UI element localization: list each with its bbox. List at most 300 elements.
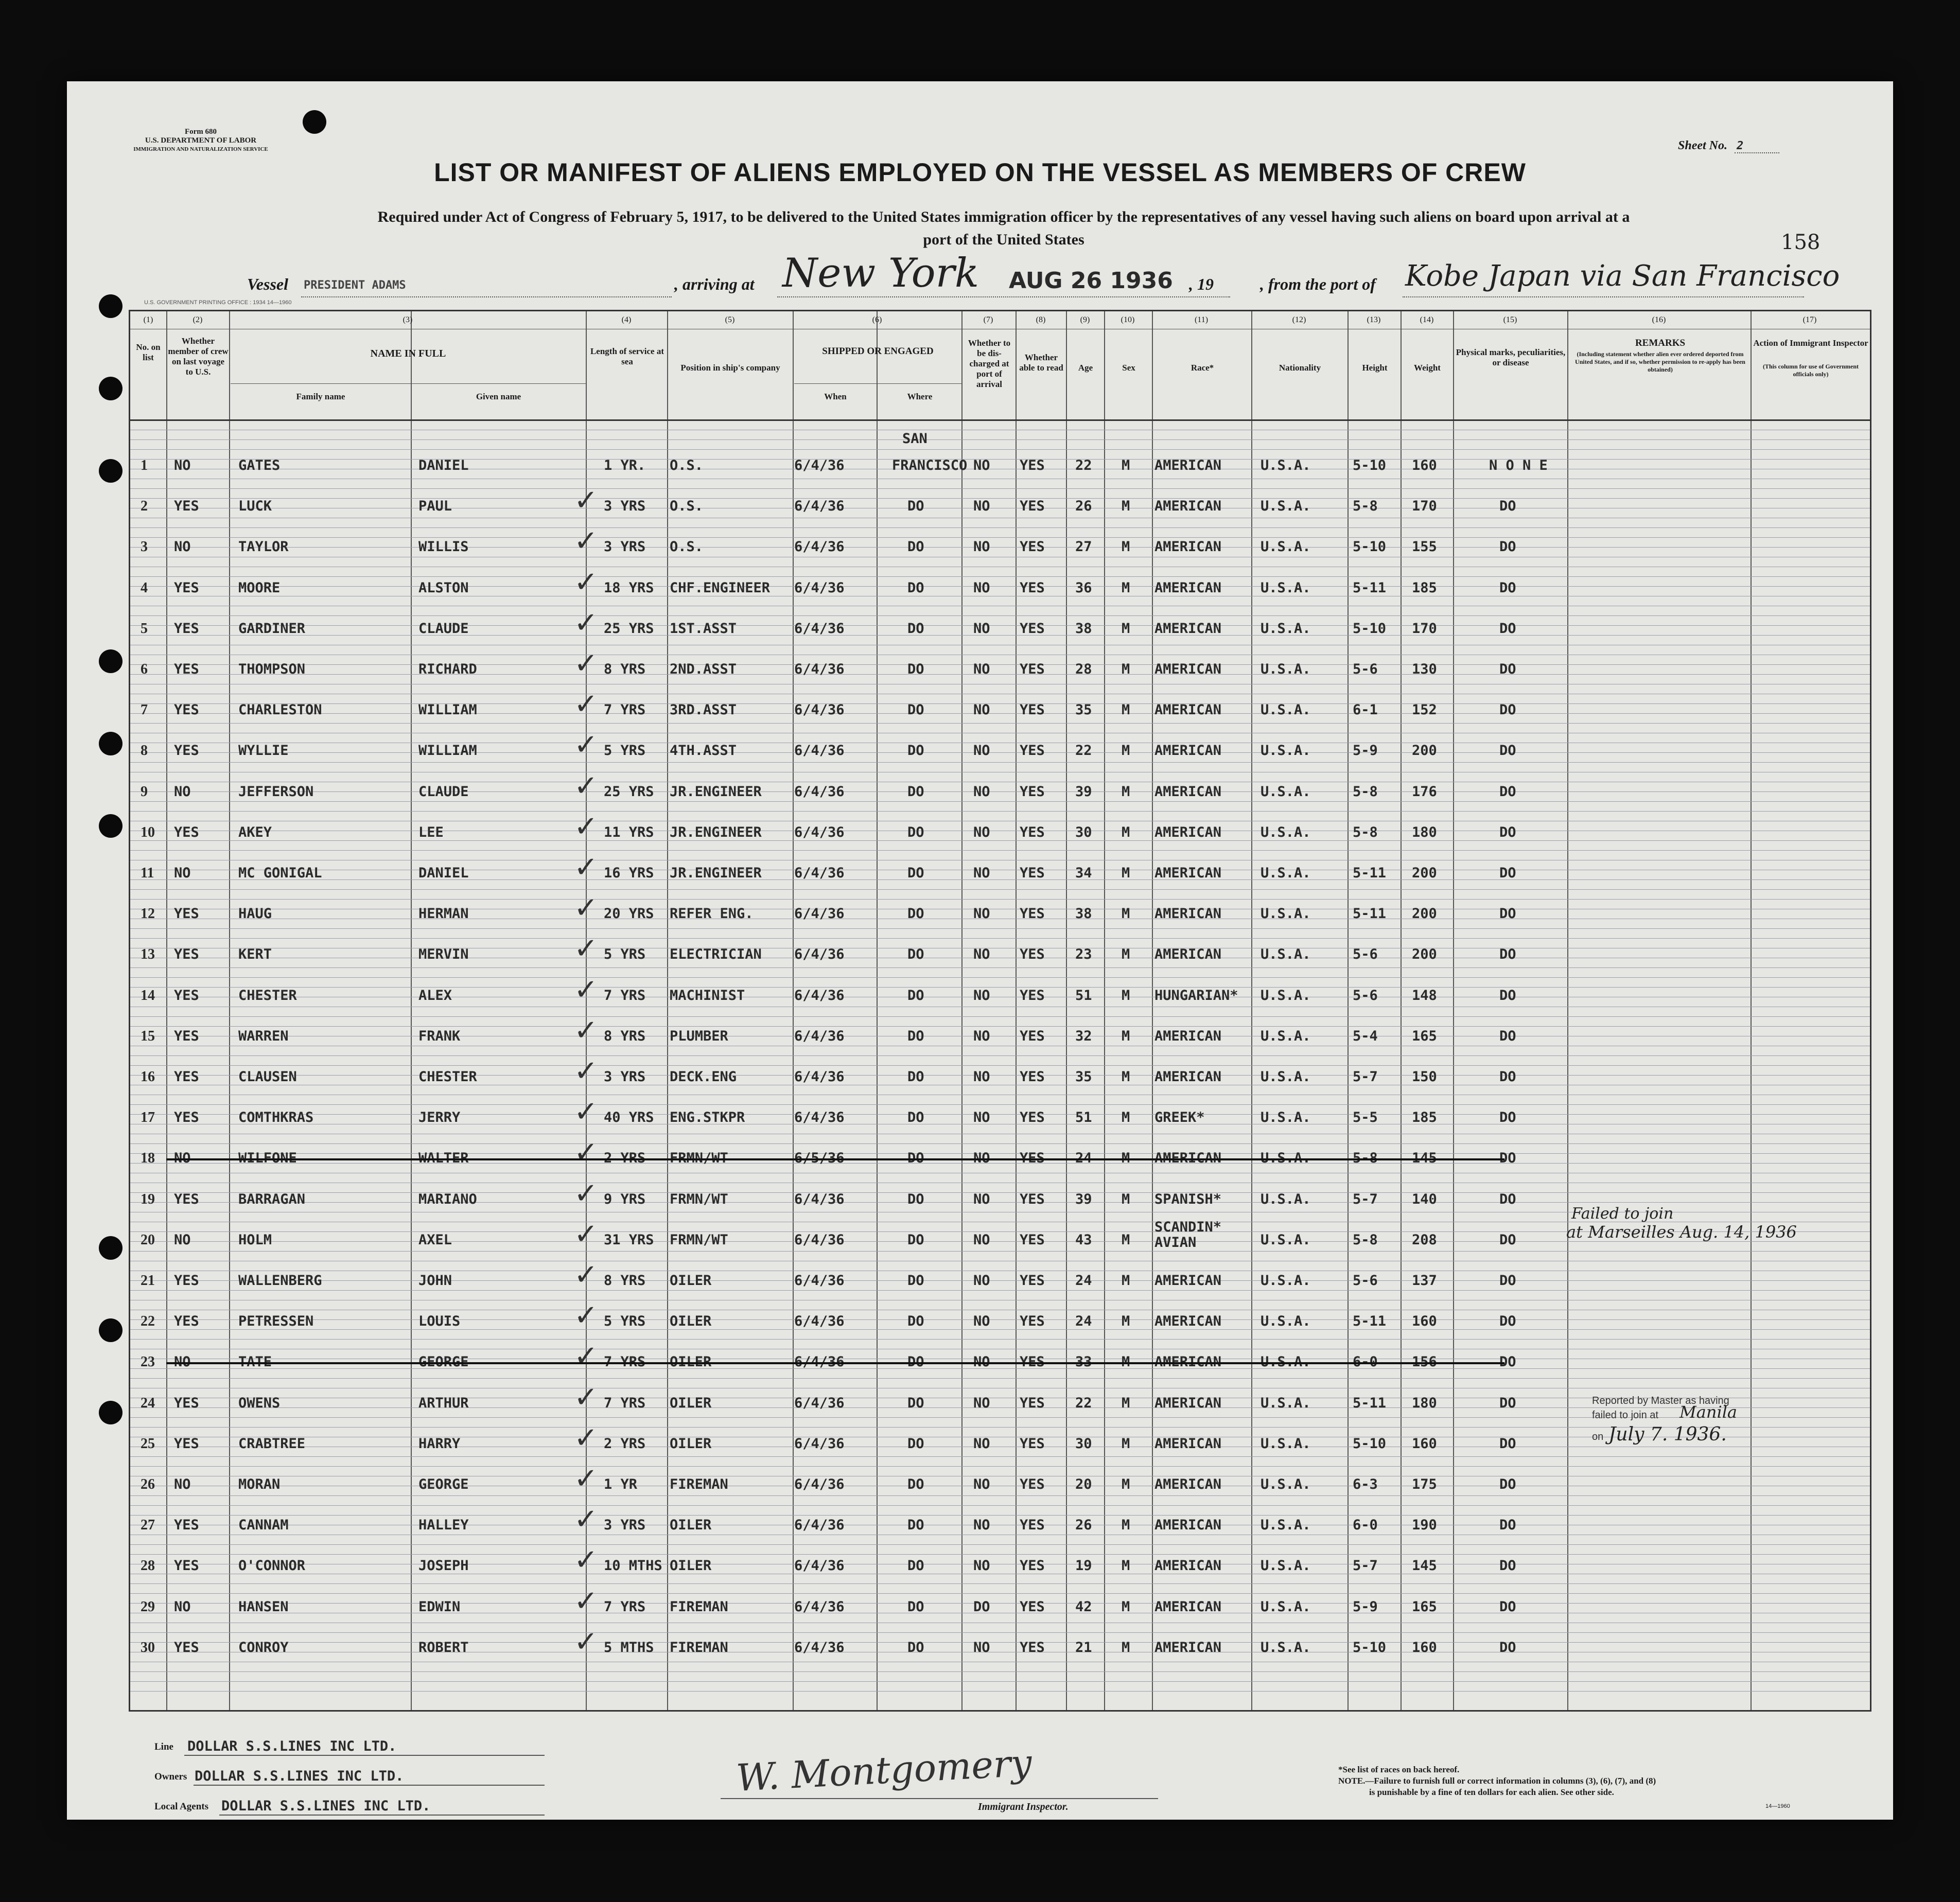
length-of-service: 5 MTHS	[604, 1639, 654, 1656]
row-number: 18	[141, 1150, 155, 1167]
prior-voyage: YES	[174, 579, 199, 596]
column-number: (12)	[1292, 315, 1306, 324]
remark-row-23-date: July 7. 1936.	[1608, 1424, 1727, 1445]
check-mark-icon: ✓	[574, 1421, 598, 1455]
race: AMERICAN	[1154, 457, 1222, 473]
position: OILER	[670, 1558, 712, 1574]
nationality: U.S.A.	[1261, 1028, 1311, 1044]
discharge-at-port: NO	[973, 946, 990, 963]
sheet-label: Sheet No.	[1678, 139, 1727, 152]
nationality: U.S.A.	[1261, 702, 1311, 718]
column-number: (7)	[983, 315, 993, 324]
position: PLUMBER	[670, 1028, 728, 1044]
table-row	[130, 1462, 1870, 1505]
nationality: U.S.A.	[1261, 1558, 1311, 1574]
page-number: 158	[1781, 231, 1821, 254]
column-number: (6)	[872, 315, 882, 324]
shipped-where: DO	[907, 1639, 924, 1656]
able-to-read: YES	[1020, 1069, 1045, 1085]
crew-table	[129, 310, 1871, 1712]
physical-marks: DO	[1499, 783, 1516, 800]
from-label: , from the port of	[1260, 275, 1376, 293]
agent-value: DOLLAR S.S.LINES INC LTD.	[221, 1798, 431, 1814]
discharge-at-port: NO	[973, 620, 990, 637]
race: SCANDIN* AVIAN	[1154, 1219, 1222, 1251]
col-marks: Physical marks, peculiarities, or disease	[1456, 347, 1566, 367]
prior-voyage: YES	[174, 946, 199, 963]
year-label: , 19	[1189, 275, 1214, 293]
able-to-read: YES	[1020, 620, 1045, 637]
weight: 175	[1412, 1476, 1437, 1492]
race: AMERICAN	[1154, 1395, 1222, 1411]
race: AMERICAN	[1154, 620, 1222, 637]
punch-hole	[99, 377, 122, 400]
discharge-at-port: NO	[973, 702, 990, 718]
sheet-value: 2	[1735, 139, 1779, 153]
height: 6-0	[1353, 1517, 1378, 1534]
able-to-read: YES	[1020, 1313, 1045, 1330]
age: 43	[1075, 1231, 1092, 1248]
physical-marks: DO	[1499, 1191, 1516, 1207]
row-number: 19	[141, 1191, 155, 1207]
height: 5-6	[1353, 987, 1378, 1003]
line-value: DOLLAR S.S.LINES INC LTD.	[187, 1738, 397, 1754]
nationality: U.S.A.	[1261, 946, 1311, 963]
height: 5-7	[1353, 1191, 1378, 1207]
height: 5-8	[1353, 498, 1378, 515]
age: 32	[1075, 1028, 1092, 1044]
family-name: BARRAGAN	[238, 1191, 306, 1207]
able-to-read: YES	[1020, 1110, 1045, 1126]
col-name: NAME IN FULL	[370, 348, 446, 359]
sex: M	[1122, 1150, 1130, 1167]
position: FRMN/WT	[670, 1191, 728, 1207]
given-name: HARRY	[418, 1435, 461, 1452]
age: 42	[1075, 1598, 1092, 1615]
check-mark-icon: ✓	[574, 1584, 598, 1618]
position: ENG.STKPR	[670, 1110, 745, 1126]
sex: M	[1122, 1110, 1130, 1126]
length-of-service: 18 YRS	[604, 579, 654, 596]
physical-marks: DO	[1499, 498, 1516, 515]
family-name: CHARLESTON	[238, 702, 322, 718]
shipped-where: DO	[907, 579, 924, 596]
age: 51	[1075, 1110, 1092, 1126]
sex: M	[1122, 946, 1130, 963]
column-number: (11)	[1194, 315, 1209, 324]
prior-voyage: NO	[174, 783, 191, 800]
shipped-where: DO	[907, 1313, 924, 1330]
discharge-at-port: NO	[973, 1517, 990, 1534]
shipped-when: 6/4/36	[794, 783, 845, 800]
shipped-when: 6/5/36	[794, 1150, 845, 1167]
nationality: U.S.A.	[1261, 906, 1311, 922]
printing-office: U.S. GOVERNMENT PRINTING OFFICE : 1934 14—1960	[144, 300, 292, 306]
given-name: WALTER	[418, 1150, 469, 1167]
height: 5-11	[1353, 1395, 1387, 1411]
remark-row-23-on: on	[1592, 1431, 1604, 1442]
shipped-where: DO	[907, 1273, 924, 1289]
punch-hole	[99, 732, 122, 755]
able-to-read: YES	[1020, 1150, 1045, 1167]
check-mark-icon: ✓	[574, 728, 598, 762]
shipped-where: DO	[907, 824, 924, 840]
sex: M	[1122, 1476, 1130, 1492]
punch-hole	[99, 459, 122, 483]
date-stamp: AUG 26 1936	[1009, 268, 1173, 294]
check-mark-icon: ✓	[574, 565, 598, 599]
sex: M	[1122, 498, 1130, 515]
weight: 200	[1412, 743, 1437, 759]
position: FRMN/WT	[670, 1150, 728, 1167]
prior-voyage: NO	[174, 1476, 191, 1492]
shipped-when: 6/4/36	[794, 620, 845, 637]
shipped-when: 6/4/36	[794, 1435, 845, 1452]
family-name: WILFONE	[238, 1150, 297, 1167]
given-name: FRANK	[418, 1028, 461, 1044]
race: AMERICAN	[1154, 865, 1222, 881]
col-read: Whether able to read	[1019, 353, 1063, 373]
height: 5-7	[1353, 1558, 1378, 1574]
family-name: CONROY	[238, 1639, 289, 1656]
prior-voyage: NO	[174, 1231, 191, 1248]
position: OILER	[670, 1395, 712, 1411]
able-to-read: YES	[1020, 1639, 1045, 1656]
weight: 152	[1412, 702, 1437, 718]
length-of-service: 11 YRS	[604, 824, 654, 840]
discharge-at-port: NO	[973, 1110, 990, 1126]
able-to-read: YES	[1020, 1517, 1045, 1534]
weight: 137	[1412, 1273, 1437, 1289]
shipped-where: DO	[907, 946, 924, 963]
position: JR.ENGINEER	[670, 865, 762, 881]
nationality: U.S.A.	[1261, 498, 1311, 515]
length-of-service: 31 YRS	[604, 1231, 654, 1248]
family-name: HAUG	[238, 906, 272, 922]
col-position: Position in ship's company	[680, 363, 780, 373]
given-name: CLAUDE	[418, 620, 469, 637]
sex: M	[1122, 702, 1130, 718]
weight: 165	[1412, 1028, 1437, 1044]
col-nationality: Nationality	[1279, 363, 1321, 373]
shipped-when: 6/4/36	[794, 1476, 845, 1492]
subtitle-line-2: port of the United States	[923, 231, 1084, 248]
family-name: MORAN	[238, 1476, 281, 1492]
prior-voyage: NO	[174, 1598, 191, 1615]
length-of-service: 8 YRS	[604, 1028, 646, 1044]
shipped-when: 6/4/36	[794, 661, 845, 677]
length-of-service: 25 YRS	[604, 783, 654, 800]
sex: M	[1122, 783, 1130, 800]
given-name: RICHARD	[418, 661, 477, 677]
height: 5-10	[1353, 539, 1387, 555]
prior-voyage: YES	[174, 702, 199, 718]
age: 24	[1075, 1273, 1092, 1289]
physical-marks: DO	[1499, 1476, 1516, 1492]
page-subtitle	[154, 206, 1853, 251]
row-number: 11	[141, 865, 154, 881]
discharge-at-port: NO	[973, 987, 990, 1003]
physical-marks: DO	[1499, 579, 1516, 596]
col-height: Height	[1362, 363, 1388, 373]
able-to-read: YES	[1020, 702, 1045, 718]
physical-marks: DO	[1499, 1028, 1516, 1044]
shipped-when: 6/4/36	[794, 1231, 845, 1248]
age: 51	[1075, 987, 1092, 1003]
sex: M	[1122, 1273, 1130, 1289]
sex: M	[1122, 1517, 1130, 1534]
check-mark-icon: ✓	[574, 1217, 598, 1251]
row-number: 10	[141, 824, 155, 840]
discharge-at-port: NO	[973, 906, 990, 922]
given-name: HERMAN	[418, 906, 469, 922]
column-number: (4)	[621, 315, 632, 324]
height: 5-6	[1353, 946, 1378, 963]
family-name: MOORE	[238, 579, 281, 596]
row-number: 1	[141, 457, 148, 473]
age: 33	[1075, 1354, 1092, 1370]
age: 39	[1075, 1191, 1092, 1207]
service: IMMIGRATION AND NATURALIZATION SERVICE	[133, 146, 268, 152]
note-failure: NOTE.—Failure to furnish full or correct information in columns (3), (6), (7), and (8)	[1338, 1776, 1656, 1786]
row-number: 16	[141, 1069, 155, 1085]
shipped-where: DO	[907, 620, 924, 637]
family-name: HANSEN	[238, 1598, 289, 1615]
physical-marks: DO	[1499, 824, 1516, 840]
nationality: U.S.A.	[1261, 1110, 1311, 1126]
position: DECK.ENG	[670, 1069, 737, 1085]
note-races: *See list of races on back hereof.	[1338, 1765, 1460, 1774]
prior-voyage: YES	[174, 987, 199, 1003]
row-number: 4	[141, 579, 148, 596]
row-number: 12	[141, 906, 155, 922]
column-number: (5)	[725, 315, 735, 324]
discharge-at-port: NO	[973, 579, 990, 596]
table-row	[130, 809, 1870, 853]
shipped-when: 6/4/36	[794, 1069, 845, 1085]
column-number: (16)	[1652, 315, 1666, 324]
col-action: Action of Immigrant Inspector	[1753, 338, 1868, 348]
given-name: WILLIAM	[418, 702, 477, 718]
length-of-service: 1 YR	[604, 1476, 638, 1492]
sex: M	[1122, 824, 1130, 840]
row-number: 27	[141, 1517, 155, 1534]
discharge-at-port: NO	[973, 1558, 990, 1574]
column-number: (10)	[1121, 315, 1135, 324]
shipped-where: DO	[907, 1598, 924, 1615]
length-of-service: 7 YRS	[604, 1354, 646, 1370]
row-number: 5	[141, 620, 148, 637]
shipped-when: 6/4/36	[794, 865, 845, 881]
row-number: 24	[141, 1395, 155, 1411]
header-rule	[130, 419, 1870, 421]
table-row	[130, 1340, 1870, 1382]
given-name: DANIEL	[418, 865, 469, 881]
race: AMERICAN	[1154, 783, 1222, 800]
shipped-where: FRANCISCO	[892, 457, 968, 473]
shipped-where: DO	[907, 1069, 924, 1085]
family-name: TATE	[238, 1354, 272, 1370]
family-name: GARDINER	[238, 620, 306, 637]
row-number: 30	[141, 1639, 155, 1656]
weight: 200	[1412, 906, 1437, 922]
table-row	[130, 1136, 1870, 1178]
shipped-when: 6/4/36	[794, 1110, 845, 1126]
race: AMERICAN	[1154, 1476, 1222, 1492]
table-row	[130, 1054, 1870, 1097]
given-name: GEORGE	[418, 1354, 469, 1370]
form-code: 14—1960	[1765, 1803, 1790, 1809]
height: 5-10	[1353, 1639, 1387, 1656]
col-family-name: Family name	[296, 392, 345, 401]
shipped-where: DO	[907, 1110, 924, 1126]
nationality: U.S.A.	[1261, 1191, 1311, 1207]
col-discharge: Whether to be dis-charged at port of arrival	[968, 338, 1011, 389]
race: AMERICAN	[1154, 1598, 1222, 1615]
age: 30	[1075, 824, 1092, 840]
nationality: U.S.A.	[1261, 1476, 1311, 1492]
nationality: U.S.A.	[1261, 1639, 1311, 1656]
table-row	[130, 1258, 1870, 1301]
shipped-where: DO	[907, 1476, 924, 1492]
nationality: U.S.A.	[1261, 1273, 1311, 1289]
weight: 208	[1412, 1231, 1437, 1248]
sex: M	[1122, 1639, 1130, 1656]
discharge-at-port: NO	[973, 1273, 990, 1289]
table-row	[130, 1095, 1870, 1138]
age: 38	[1075, 620, 1092, 637]
shipped-when: 6/4/36	[794, 1639, 845, 1656]
column-number: (1)	[143, 315, 153, 324]
family-name: OWENS	[238, 1395, 281, 1411]
column-number: (2)	[192, 315, 203, 324]
able-to-read: YES	[1020, 824, 1045, 840]
position: MACHINIST	[670, 987, 745, 1003]
prior-voyage: NO	[174, 457, 191, 473]
physical-marks: DO	[1499, 743, 1516, 759]
able-to-read: YES	[1020, 783, 1045, 800]
race: AMERICAN	[1154, 1150, 1222, 1167]
weight: 145	[1412, 1558, 1437, 1574]
age: 26	[1075, 498, 1092, 515]
col-prior-voyage: Whether member of crew on last voyage to U.S.	[168, 336, 229, 377]
height: 5-11	[1353, 906, 1387, 922]
race: AMERICAN	[1154, 702, 1222, 718]
sex: M	[1122, 539, 1130, 555]
height: 5-8	[1353, 783, 1378, 800]
able-to-read: YES	[1020, 1435, 1045, 1452]
age: 36	[1075, 579, 1092, 596]
prior-voyage: YES	[174, 661, 199, 677]
sheet-number	[1678, 139, 1779, 153]
given-name: CLAUDE	[418, 783, 469, 800]
race: AMERICAN	[1154, 1435, 1222, 1452]
discharge-at-port: NO	[973, 1313, 990, 1330]
family-name: WYLLIE	[238, 743, 289, 759]
nationality: U.S.A.	[1261, 661, 1311, 677]
punch-hole	[99, 1318, 122, 1342]
nationality: U.S.A.	[1261, 987, 1311, 1003]
shipped-when: 6/4/36	[794, 1517, 845, 1534]
col-remarks-note: (Including statement whether alien ever ordered deported from United States, and if so, whether permission to re-apply has been obtained)	[1575, 350, 1745, 373]
prior-voyage: YES	[174, 1028, 199, 1044]
header-rule	[231, 383, 586, 384]
col-action-note: (This column for use of Government officials only)	[1762, 363, 1859, 378]
age: 28	[1075, 661, 1092, 677]
position: OILER	[670, 1313, 712, 1330]
col-sex: Sex	[1122, 363, 1135, 373]
nationality: U.S.A.	[1261, 743, 1311, 759]
check-mark-icon: ✓	[574, 1176, 598, 1210]
discharge-at-port: NO	[973, 865, 990, 881]
prior-voyage: YES	[174, 1313, 199, 1330]
weight: 180	[1412, 1395, 1437, 1411]
family-name: MC GONIGAL	[238, 865, 322, 881]
given-name: DANIEL	[418, 457, 469, 473]
length-of-service: 8 YRS	[604, 1273, 646, 1289]
height: 6-3	[1353, 1476, 1378, 1492]
length-of-service: 5 YRS	[604, 946, 646, 963]
shipped-where: DO	[907, 906, 924, 922]
given-name: ARTHUR	[418, 1395, 469, 1411]
page-title: LIST OR MANIFEST OF ALIENS EMPLOYED ON THE VESSEL AS MEMBERS OF CREW	[434, 158, 1526, 187]
shipped-when: 6/4/36	[794, 1313, 845, 1330]
weight: 155	[1412, 539, 1437, 555]
able-to-read: YES	[1020, 865, 1045, 881]
prior-voyage: NO	[174, 865, 191, 881]
length-of-service: 40 YRS	[604, 1110, 654, 1126]
table-row	[130, 484, 1870, 526]
discharge-at-port: NO	[973, 1028, 990, 1044]
length-of-service: 7 YRS	[604, 1598, 646, 1615]
row-number: 29	[141, 1598, 155, 1615]
position: 3RD.ASST	[670, 702, 737, 718]
shipped-when: 6/4/36	[794, 743, 845, 759]
weight: 180	[1412, 824, 1437, 840]
shipped-when: 6/4/36	[794, 946, 845, 963]
nationality: U.S.A.	[1261, 1150, 1311, 1167]
sex: M	[1122, 1395, 1130, 1411]
position: FIREMAN	[670, 1639, 728, 1656]
weight: 160	[1412, 457, 1437, 473]
check-mark-icon: ✓	[574, 1543, 598, 1577]
column-number: (13)	[1367, 315, 1381, 324]
race: AMERICAN	[1154, 906, 1222, 922]
physical-marks: DO	[1499, 1517, 1516, 1534]
check-mark-icon: ✓	[574, 1503, 598, 1537]
family-name: CANNAM	[238, 1517, 289, 1534]
family-name: TAYLOR	[238, 539, 289, 555]
punch-hole	[99, 1236, 122, 1260]
remark-row-23-place: Manila	[1679, 1402, 1737, 1422]
discharge-at-port: NO	[973, 1639, 990, 1656]
sex: M	[1122, 987, 1130, 1003]
family-name: THOMPSON	[238, 661, 306, 677]
check-mark-icon: ✓	[574, 1013, 598, 1047]
table-row	[130, 973, 1870, 1016]
check-mark-icon: ✓	[574, 484, 598, 518]
position: OILER	[670, 1517, 712, 1534]
check-mark-icon: ✓	[574, 524, 598, 558]
family-name: O'CONNOR	[238, 1558, 306, 1574]
shipped-when: 6/4/36	[794, 1558, 845, 1574]
weight: 160	[1412, 1639, 1437, 1656]
given-name: JERRY	[418, 1110, 461, 1126]
discharge-at-port: NO	[973, 783, 990, 800]
weight: 140	[1412, 1191, 1437, 1207]
given-name: MARIANO	[418, 1191, 477, 1207]
length-of-service: 7 YRS	[604, 702, 646, 718]
